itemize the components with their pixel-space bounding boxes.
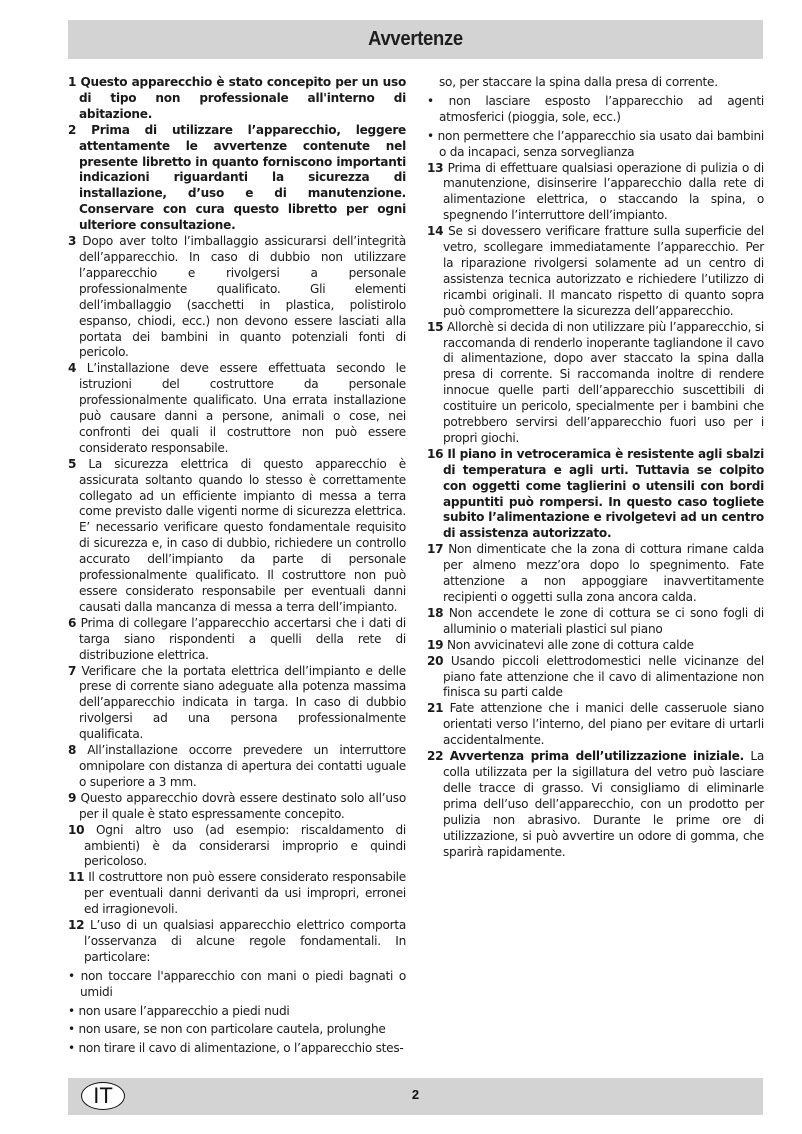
item-number: 1 [68, 75, 77, 89]
bullet-text: non usare l’apparecchio a piedi nudi [78, 1003, 290, 1018]
item-number: 17 [427, 542, 444, 557]
item-number: 8 [68, 743, 77, 758]
item-text: Allorchè si decida di non utilizzare più l’apparecchio, si raccomanda di renderlo inoperante tagliandone il cavo di alimentazione, dopo aver staccato la spina dalla presa di corrente. Si raccomanda inoltre di rendere innocue quelle parti dell’apparecchio suscettibili di costituire un pericolo, specialmente per i bambini che potrebbero servirsi dell’apparecchio fuori uso per i propri giochi. [443, 319, 764, 445]
warning-item-13 [427, 161, 764, 225]
warning-item-10 [68, 823, 406, 871]
item-number: 20 [427, 653, 444, 668]
warning-item-5 [68, 457, 406, 616]
item-number: 19 [427, 637, 444, 652]
item-text: All’installazione occorre prevedere un interruttore omnipolare con distanza di apertura dei contatti uguale o superiore a 3 mm. [79, 743, 406, 789]
item-text: Fate attenzione che i manici delle casseruole siano orientati verso l’interno, del piano per evitare di urtarli accidentalmente. [443, 701, 764, 748]
warning-item-7 [68, 664, 406, 744]
item-text: Prima di utilizzare l’apparecchio, leggere attentamente le avvertenze contenute nel presente libretto in quanto forniscono importanti indicazioni riguardanti la sicurezza di installazione, d’uso e di manutenzione. Conservare con cura questo libretto per ogni ulteriore consultazione. [79, 122, 406, 233]
item-number: 22 [427, 749, 444, 764]
item-text: Non accendete le zone di cottura se ci sono fogli di alluminio o materiali plastici sul piano [443, 605, 764, 636]
item-text: Dopo aver tolto l’imballaggio assicurarsi dell’integrità dell’apparecchio. In caso di dubbio non utilizzare l’apparecchio e rivolgersi a personale professionalmente qualificato. Gli elementi dell’imballaggio (sacchetti in plastica, polistirolo espanso, chiodi, ecc.) non devono essere lasciati alla portata dei bambini in quanto potenziali fonti di pericolo. [79, 234, 406, 360]
item-number: 11 [68, 870, 85, 885]
item-text: Il costruttore non può essere considerato responsabile per eventuali danni derivanti da usi impropri, erronei ed irragionevoli. [84, 870, 406, 917]
item-text: Usando piccoli elettrodomestici nelle vicinanze del piano fate attenzione che il cavo di alimentazione non finisca su parti calde [443, 653, 764, 700]
item-number: 16 [427, 446, 444, 461]
warning-item-14 [427, 224, 764, 319]
item-number: 4 [68, 361, 77, 376]
warning-item-20 [427, 654, 764, 702]
warning-item-9 [68, 791, 406, 823]
item-lead: Avvertenza prima dell’utilizzazione iniziale. [449, 749, 744, 764]
language-badge: IT [81, 1082, 125, 1110]
bullet-item: • non usare l’apparecchio a piedi nudi [68, 1003, 290, 1018]
warning-item-8 [68, 743, 406, 791]
item-number: 21 [427, 701, 444, 716]
bullet-item: • non toccare l'apparecchio con mani o piedi bagnati o umidi [68, 968, 406, 999]
item-number: 12 [68, 918, 85, 933]
warning-item-12 [68, 918, 406, 966]
item-text: Questo apparecchio è stato concepito per un uso di tipo non professionale all'interno di abitazione. [79, 75, 407, 121]
warning-item-6 [68, 616, 406, 664]
item-number: 6 [68, 615, 77, 630]
item-text: Il piano in vetroceramica è resistente agli sbalzi di temperatura e agli urti. Tuttavia se colpito con oggetti come taglierini o utensili con bordi appuntiti può rompersi. In questo caso togliete subito l’alimentazione e rivolgetevi ad un centro di assistenza autorizzato. [443, 446, 764, 541]
item-text: Prima di collegare l’apparecchio accertarsi che i dati di targa siano rispondenti a quelli della rete di distribuzione elettrica. [79, 615, 406, 662]
item-number: 15 [427, 319, 444, 334]
bullet-item: • non tirare il cavo di alimentazione, o l’apparecchio stes- [68, 1041, 404, 1056]
bullet-text: non toccare l'apparecchio con mani o piedi bagnati o umidi [80, 968, 406, 999]
item-text: La sicurezza elettrica di questo apparecchio è assicurata soltanto quando lo stesso è correttamente collegato ad un efficiente impianto di messa a terra come previsto dalle vigenti norme di sicurezza elettrica. E’ necessario verificare questo fondamentale requisito di sicurezza e, in caso di dubbio, richiedere un controllo accurato dell’impianto da parte di personale professionalmente qualificato. Il costruttore non può essere considerato responsabile per eventuali danni causati dalla mancanza di messa a terra dell’impianto. [79, 456, 406, 614]
warning-item-1 [68, 75, 406, 123]
item-number: 18 [427, 605, 444, 620]
right-column [427, 75, 764, 860]
item-number: 5 [68, 456, 77, 471]
item-number: 9 [68, 790, 77, 805]
page-title: Avvertenze [368, 28, 463, 50]
item-text: Non dimenticate che la zona di cottura rimane calda per almeno mezz’ora dopo lo spegnimento. Fate attenzione a non appoggiare inavvertitamente recipienti o oggetti sulla zona ancora calda. [443, 542, 764, 604]
item-text: Non avvicinatevi alle zone di cottura calde [446, 637, 694, 652]
item-text: Prima di effettuare qualsiasi operazione di pulizia o di manutenzione, disinserire l’apparecchio dalla rete di alimentazione elettrica, o staccando la spina, o spegnendo l’interruttore dell’impianto. [443, 160, 764, 223]
warning-item-3 [68, 234, 406, 361]
item-text: La colla utilizzata per la sigillatura del vetro può lasciare delle tracce di grasso. Vi consigliamo di eliminarle prima dell’uso dell’apparecchio, con un prodotto per pulizia non abrasivo. Durante le prime ore di utilizzazione, si può avvertire un odore di gomma, che sparirà rapidamente. [443, 749, 764, 859]
warning-item-22 [427, 749, 764, 860]
item-number: 10 [68, 822, 85, 837]
warning-item-21 [427, 701, 764, 749]
bullet-item: • non permettere che l’apparecchio sia usato dai bambini o da incapaci, senza sorveglianza [427, 128, 764, 159]
bullet-continuation: so, per staccare la spina dalla presa di corrente. [439, 75, 718, 89]
footer-bar [68, 1078, 763, 1115]
item-number: 3 [68, 234, 77, 249]
warning-item-11 [68, 870, 406, 918]
bullet-item: • non usare, se non con particolare cautela, prolunghe [68, 1022, 386, 1037]
item-text: Se si dovessero verificare fratture sulla superficie del vetro, scollegare immediatamente l’apparecchio. Per la riparazione rivolgersi solamente ad un centro di assistenza tecnica autorizzato e richiedere l’utilizzo di ricambi originali. Il mancato rispetto di quanto sopra può compromettere la sicurezza dell’apparecchio. [443, 224, 764, 318]
item-text: Verificare che la portata elettrica dell’impianto e delle prese di corrente siano adeguate alla potenza massima dell’apparecchio indicata in targa. In caso di dubbio rivolgersi ad una persona professionalmente qualificata. [79, 663, 406, 742]
header-bar [68, 20, 763, 59]
warning-item-15 [427, 320, 764, 447]
item-text: L’uso di un qualsiasi apparecchio elettrico comporta l’osservanza di alcune regole fondamentali. In particolare: [84, 918, 406, 964]
page-number: 2 [411, 1087, 420, 1102]
bullet-text: non tirare il cavo di alimentazione, o l’apparecchio stes- [78, 1041, 404, 1056]
warning-item-18 [427, 606, 764, 638]
bullet-text: non permettere che l’apparecchio sia usato dai bambini o da incapaci, senza sorveglianza [437, 128, 764, 159]
item-number: 14 [427, 224, 444, 239]
bullet-item: • non lasciare esposto l’apparecchio ad agenti atmosferici (pioggia, sole, ecc.) [427, 93, 764, 124]
warning-item-19 [427, 638, 764, 654]
item-text: L’installazione deve essere effettuata secondo le istruzioni del costruttore da personale professionalmente qualificato. Una errata installazione può causare danni a persone, animali o cose, nei confronti dei quali il costruttore non può essere considerato responsabile. [79, 361, 406, 455]
item-text: Questo apparecchio dovrà essere destinato solo all’uso per il quale è stato espressamente concepito. [79, 790, 406, 821]
warning-item-2 [68, 123, 406, 234]
item-number: 13 [427, 160, 444, 175]
item-number: 7 [68, 663, 77, 678]
warning-item-17 [427, 542, 764, 606]
bullet-text: non usare, se non con particolare cautela, prolunghe [78, 1022, 386, 1037]
item-text: Ogni altro uso (ad esempio: riscaldamento di ambienti) è da considerarsi improprio e quindi pericoloso. [84, 822, 406, 869]
left-column [68, 75, 406, 1057]
item-number: 2 [68, 122, 77, 137]
bullet-text: non lasciare esposto l’apparecchio ad agenti atmosferici (pioggia, sole, ecc.) [439, 93, 764, 124]
warning-item-16 [427, 447, 764, 542]
warning-item-4 [68, 361, 406, 456]
